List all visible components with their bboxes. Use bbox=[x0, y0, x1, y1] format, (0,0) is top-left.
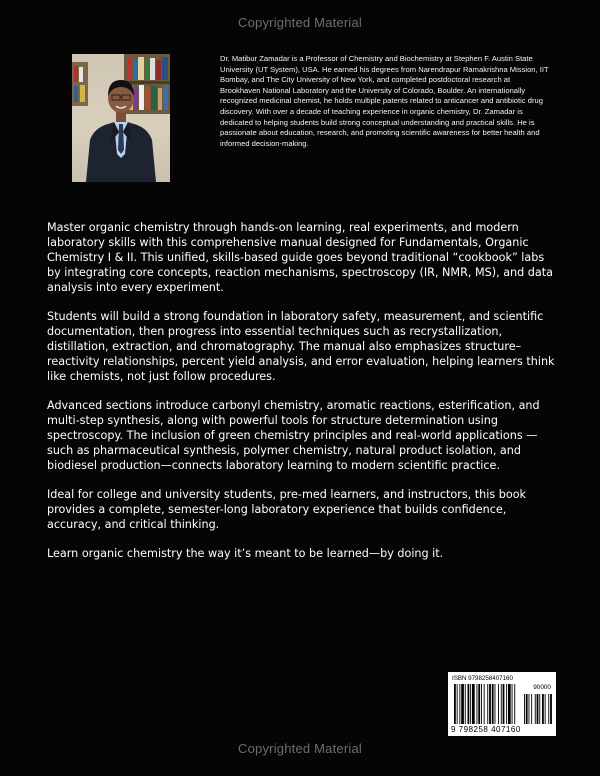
barcode-addon-bar bbox=[531, 694, 532, 724]
barcode-bar bbox=[501, 684, 502, 724]
description-paragraph: Students will build a strong foundation in laboratory safety, measurement, and scientific documentation, then progress into essential techniques such as recrystallization, distillation, extraction, and chromatography. The manual also emphasizes structure–reactivity relationships, percent yield analysis, and error evaluation, helping learners think like chemists, not just follow procedures. bbox=[47, 310, 555, 383]
barcode-bar bbox=[492, 684, 494, 724]
barcode-bar bbox=[484, 684, 485, 724]
barcode-bar bbox=[487, 684, 488, 724]
isbn-barcode bbox=[448, 672, 556, 736]
barcode-bar bbox=[459, 684, 460, 724]
book-description bbox=[47, 220, 557, 575]
price-code: 90000 bbox=[533, 684, 551, 691]
barcode-bar bbox=[495, 684, 496, 724]
barcode-addon-bar bbox=[539, 694, 540, 724]
author-photo bbox=[72, 54, 170, 182]
barcode-bar bbox=[503, 684, 505, 724]
description-paragraph: Advanced sections introduce carbonyl chemistry, aromatic reactions, esterification, and multi-step synthesis, along with powerful tools for structure determination using spectroscopy. The inclusion of green chemistry principles and real-world applications —such as pharmaceutical synthesis, polymer chemistry, natural product isolation, and biodiesel production—connects laboratory learning to modern scientific practice. bbox=[47, 399, 540, 472]
barcode-bar bbox=[514, 684, 515, 724]
barcode-addon-bar bbox=[545, 694, 546, 724]
description-paragraph: Learn organic chemistry the way it’s meant to be learned—by doing it. bbox=[47, 547, 444, 560]
barcode-bar bbox=[508, 684, 511, 724]
barcode-bar bbox=[461, 684, 464, 724]
barcode-bar bbox=[506, 684, 507, 724]
author-photo-illustration bbox=[72, 54, 170, 182]
barcode-addon-bar bbox=[535, 694, 536, 724]
barcode-bar bbox=[472, 684, 475, 724]
author-bio: Dr. Matibur Zamadar is a Professor of Chemistry and Biochemistry at Stephen F. Austin State University (UT System), USA. He earned his degrees from Narendrapur Ramakrishna Mission, IIT Bombay, and The City University of New York, and completed postdoctoral research at Brookhaven National Laboratory and the University of Colorado, Boulder. An internationally recognized medicinal chemist, he holds multiple patents related to anticancer and antibiotic drug discovery. With over a decade of teaching experience in organic chemistry, Dr. Zamadar is dedicated to helping students build strong conceptual understanding and practical skills. He is passionate about education, research, and promoting scientific awareness for better health and informed decision-making. bbox=[220, 54, 549, 148]
barcode-bar bbox=[512, 684, 513, 724]
barcode-bar bbox=[457, 684, 458, 724]
barcode-bar bbox=[465, 684, 466, 724]
barcode-bar bbox=[498, 684, 499, 724]
description-paragraph: Ideal for college and university students, pre-med learners, and instructors, this book provides a complete, semester-long laboratory experience that builds confidence, accuracy, and critical thinking. bbox=[47, 488, 527, 531]
barcode-bar bbox=[470, 684, 471, 724]
barcode-addon-bar bbox=[542, 694, 544, 724]
barcode-addon-bar bbox=[526, 694, 528, 724]
barcode-bar bbox=[489, 684, 491, 724]
barcode-addon-bar bbox=[537, 694, 539, 724]
barcode-addon-bar bbox=[529, 694, 530, 724]
description-paragraph: Master organic chemistry through hands-on learning, real experiments, and modern laboratory skills with this comprehensive manual designed for Fundamentals, Organic Chemistry I & II. This unified, skills-based guide goes beyond traditional “cookbook” labs by integrating core concepts, reaction mechanisms, spectroscopy (IR, NMR, MS), and data analysis into every experiment. bbox=[47, 221, 553, 294]
barcode-bar bbox=[454, 684, 456, 724]
barcode-bar bbox=[481, 684, 482, 724]
isbn-digits: 9 798258 407160 bbox=[451, 725, 521, 734]
barcode-bar bbox=[478, 684, 480, 724]
barcode-bar bbox=[468, 684, 470, 724]
copyright-watermark-bottom: Copyrighted Material bbox=[238, 741, 362, 756]
barcode-bar bbox=[477, 684, 478, 724]
barcode-addon-bar bbox=[548, 694, 549, 724]
copyright-watermark-top: Copyrighted Material bbox=[238, 15, 362, 30]
barcode-addon-bar bbox=[550, 694, 552, 724]
barcode-addon-bar bbox=[524, 694, 525, 724]
isbn-label: ISBN 9798258407160 bbox=[452, 675, 513, 682]
